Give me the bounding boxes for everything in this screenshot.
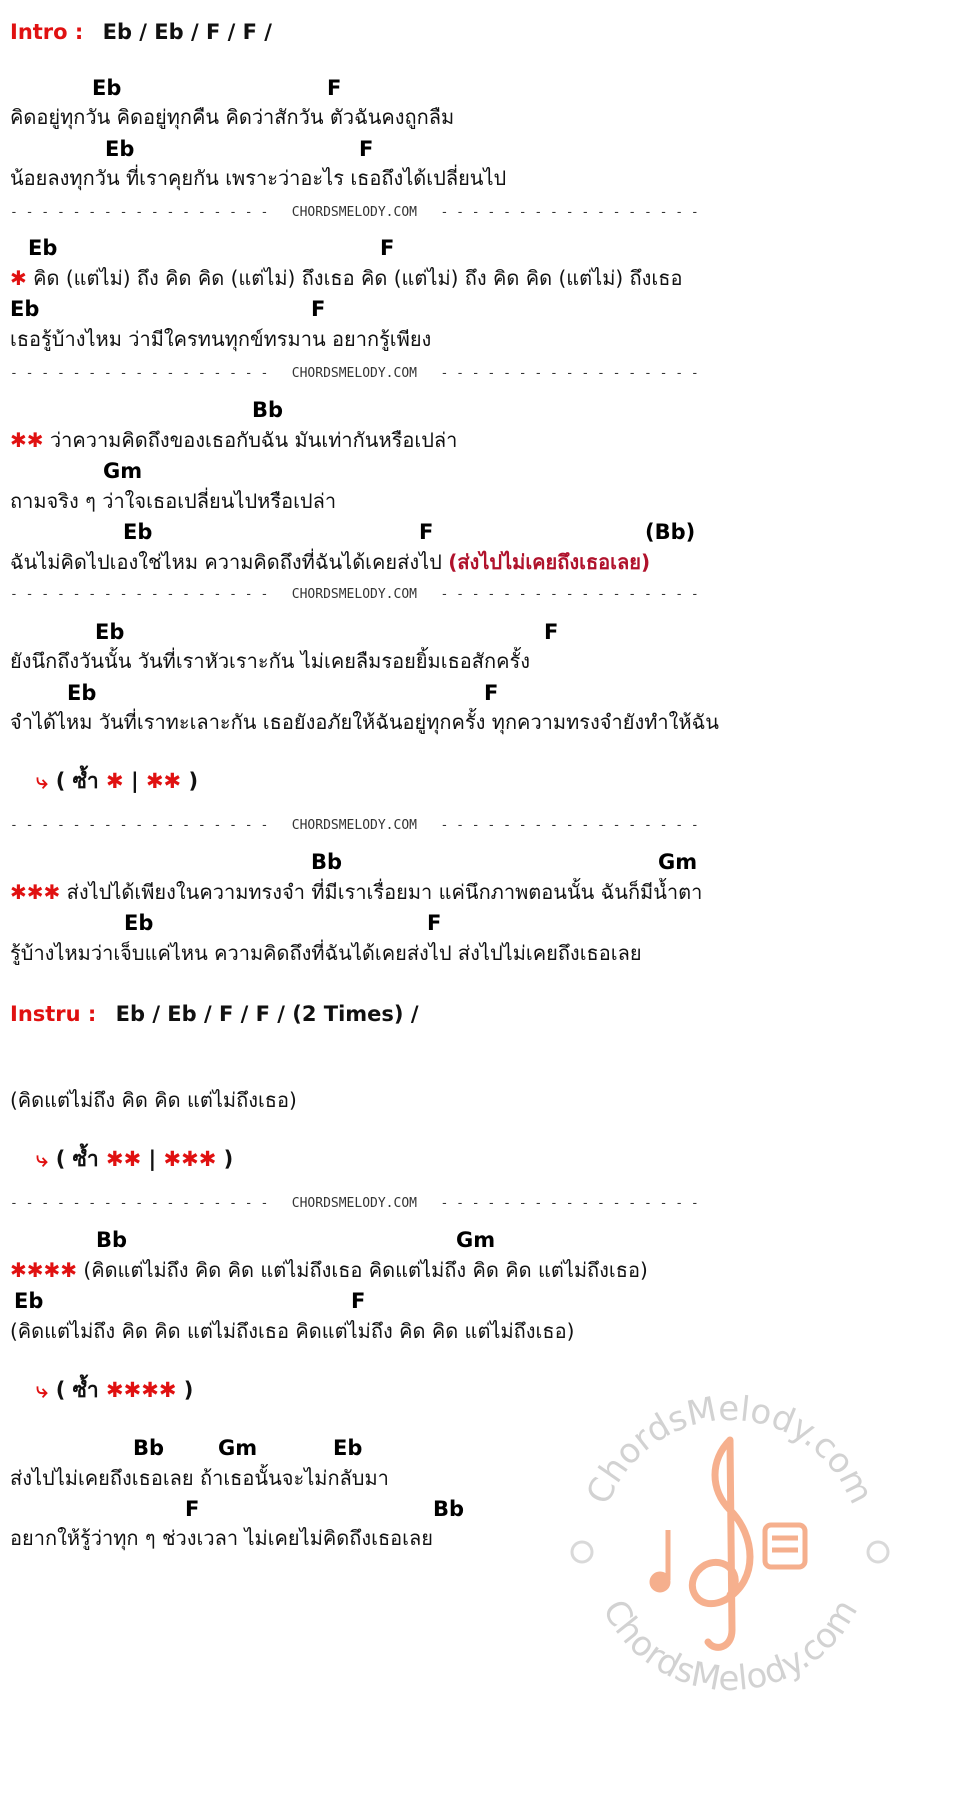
lyric-line xyxy=(10,876,702,908)
chord: Bb xyxy=(252,398,284,422)
chord: Eb xyxy=(14,1289,44,1313)
chord: Gm xyxy=(456,1228,496,1252)
instru-label: Instru : xyxy=(10,1002,97,1026)
repeat-mark: ✱✱✱✱ xyxy=(106,1378,177,1402)
repeat-open: ( ซ้ำ xyxy=(55,1378,107,1402)
lyric-line: คิดอยู่ทุกวัน คิดอยู่ทุกคืน คิดว่าสักวัน ตัวฉันคงถูกลืม xyxy=(10,105,455,129)
chord: Eb xyxy=(67,681,97,705)
chord: F xyxy=(359,137,374,161)
section-mark: ✱ xyxy=(10,266,27,290)
return-arrow-icon: ⤷ xyxy=(36,769,48,793)
repeat-open: ( ซ้ำ xyxy=(55,1147,107,1171)
spoken-line: (คิดแต่ไม่ถึง คิด คิด แต่ไม่ถึงเธอ) xyxy=(10,1088,297,1112)
chord: Bb xyxy=(311,850,343,874)
instru-line xyxy=(10,1002,419,1026)
chord: F xyxy=(419,520,434,544)
eighth-note-icon xyxy=(652,1530,668,1590)
music-note-icon xyxy=(765,1525,805,1567)
intro-bars: Eb / Eb / F / F / xyxy=(102,20,272,44)
repeat-mark: ✱ xyxy=(106,769,124,793)
chord: Bb xyxy=(433,1497,465,1521)
site-divider: - - - - - - - - - - - - - - - - - CHORDSMELODY.COM - - - - - - - - - - - - - - - - - xyxy=(10,205,699,220)
lyric-line xyxy=(10,424,457,456)
intro-line xyxy=(10,20,272,44)
chord: Eb xyxy=(123,520,153,544)
lyric-line xyxy=(10,546,650,578)
lyric-line: ยังนึกถึงวันนั้น วันที่เราหัวเราะกัน ไม่เคยลืมรอยยิ้มเธอสักครั้ง xyxy=(10,649,530,673)
lyric-line xyxy=(10,262,683,294)
chord: Eb xyxy=(28,236,58,260)
chord: Gm xyxy=(658,850,698,874)
lyric-line: อยากให้รู้ว่าทุก ๆ ช่วงเวลา ไม่เคยไม่คิดถึงเธอเลย xyxy=(10,1526,433,1550)
lyric-line: จำได้ไหม วันที่เราทะเลาะกัน เธอยังอภัยให้ฉันอยู่ทุกครั้ง ทุกความทรงจำยังทำให้ฉัน xyxy=(10,710,719,734)
lyric-text: ส่งไปได้เพียงในความทรงจำ ที่มีเราเรื่อยมา แค่นึกภาพตอนนั้น ฉันก็มีน้ำตา xyxy=(60,880,703,904)
chord: (Bb) xyxy=(645,520,696,544)
lyric-line xyxy=(10,1254,648,1286)
lyric-line: เธอรู้บ้างไหม ว่ามีใครทนทุกข์ทรมาน อยากรู้เพียง xyxy=(10,327,432,351)
lyric-text: ว่าความคิดถึงของเธอกับฉัน มันเท่ากันหรือเปล่า xyxy=(43,428,458,452)
site-divider: - - - - - - - - - - - - - - - - - CHORDSMELODY.COM - - - - - - - - - - - - - - - - - xyxy=(10,587,699,602)
lyric-line: (คิดแต่ไม่ถึง คิด คิด แต่ไม่ถึงเธอ คิดแต่ไม่ถึง คิด คิด แต่ไม่ถึงเธอ) xyxy=(10,1319,575,1343)
repeat-open: ( ซ้ำ xyxy=(55,769,107,793)
repeat-mark: ✱✱ xyxy=(145,769,182,793)
repeat-close: ) xyxy=(181,769,199,793)
section-mark: ✱✱✱ xyxy=(10,880,61,904)
lyric-text: คิด (แต่ไม่) ถึง คิด คิด (แต่ไม่) ถึงเธอ คิด (แต่ไม่) ถึง คิด คิด (แต่ไม่) ถึงเธอ xyxy=(26,266,683,290)
lyric-line: ส่งไปไม่เคยถึงเธอเลย ถ้าเธอนั้นจะไม่กลับมา xyxy=(10,1466,389,1490)
lyric-line: ถามจริง ๆ ว่าใจเธอเปลี่ยนไปหรือเปล่า xyxy=(10,489,337,513)
backing-vocal: (ส่งไปไม่เคยถึงเธอเลย) xyxy=(448,550,651,574)
chord: F xyxy=(327,76,342,100)
chord: Eb xyxy=(105,137,135,161)
chord: F xyxy=(544,620,559,644)
chord: F xyxy=(427,911,442,935)
site-divider: - - - - - - - - - - - - - - - - - CHORDSMELODY.COM - - - - - - - - - - - - - - - - - xyxy=(10,1196,699,1211)
repeat-instruction xyxy=(36,1374,193,1407)
chord: Bb xyxy=(96,1228,128,1252)
repeat-close: ) xyxy=(176,1378,194,1402)
chord: F xyxy=(185,1497,200,1521)
repeat-mark: ✱✱ xyxy=(106,1147,142,1171)
chord: Eb xyxy=(124,911,154,935)
repeat-sep: | xyxy=(123,769,146,793)
return-arrow-icon: ⤷ xyxy=(36,1378,48,1402)
repeat-instruction xyxy=(36,765,198,798)
repeat-close: ) xyxy=(216,1147,234,1171)
lyric-line: รู้บ้างไหมว่าเจ็บแค่ไหน ความคิดถึงที่ฉันได้เคยส่งไป ส่งไปไม่เคยถึงเธอเลย xyxy=(10,941,642,965)
site-divider: - - - - - - - - - - - - - - - - - CHORDSMELODY.COM - - - - - - - - - - - - - - - - - xyxy=(10,366,699,381)
instru-bars: Eb / Eb / F / F / (2 Times) / xyxy=(115,1002,419,1026)
chord: Eb xyxy=(333,1436,363,1460)
chordsmelody-watermark xyxy=(560,1380,900,1720)
chord: F xyxy=(351,1289,366,1313)
chord: Eb xyxy=(10,297,40,321)
lyric-text: (คิดแต่ไม่ถึง คิด คิด แต่ไม่ถึงเธอ คิดแต่ไม่ถึง คิด คิด แต่ไม่ถึงเธอ) xyxy=(77,1258,648,1282)
chord: Eb xyxy=(95,620,125,644)
chord: Eb xyxy=(92,76,122,100)
chord: Gm xyxy=(218,1436,258,1460)
repeat-sep: | xyxy=(141,1147,164,1171)
treble-clef-icon xyxy=(692,1440,750,1647)
site-divider: - - - - - - - - - - - - - - - - - CHORDSMELODY.COM - - - - - - - - - - - - - - - - - xyxy=(10,818,699,833)
return-arrow-icon: ⤷ xyxy=(36,1147,48,1171)
chord: F xyxy=(311,297,326,321)
section-mark: ✱✱✱✱ xyxy=(10,1258,78,1282)
lyric-line: น้อยลงทุกวัน ที่เราคุยกัน เพราะว่าอะไร เธอถึงได้เปลี่ยนไป xyxy=(10,166,507,190)
chord: F xyxy=(484,681,499,705)
lyric-text: ฉันไม่คิดไปเองใช่ไหม ความคิดถึงที่ฉันได้เคยส่งไป xyxy=(10,550,449,574)
repeat-mark: ✱✱✱ xyxy=(163,1147,217,1171)
watermark-text-bottom: ChordsMelody.com xyxy=(594,1592,866,1700)
repeat-instruction xyxy=(36,1143,233,1176)
chord: Gm xyxy=(103,459,143,483)
chord: Bb xyxy=(133,1436,165,1460)
chord: F xyxy=(380,236,395,260)
intro-label: Intro : xyxy=(10,20,84,44)
watermark-text-top: ChordsMelody.com xyxy=(578,1388,882,1511)
section-mark: ✱✱ xyxy=(10,428,44,452)
